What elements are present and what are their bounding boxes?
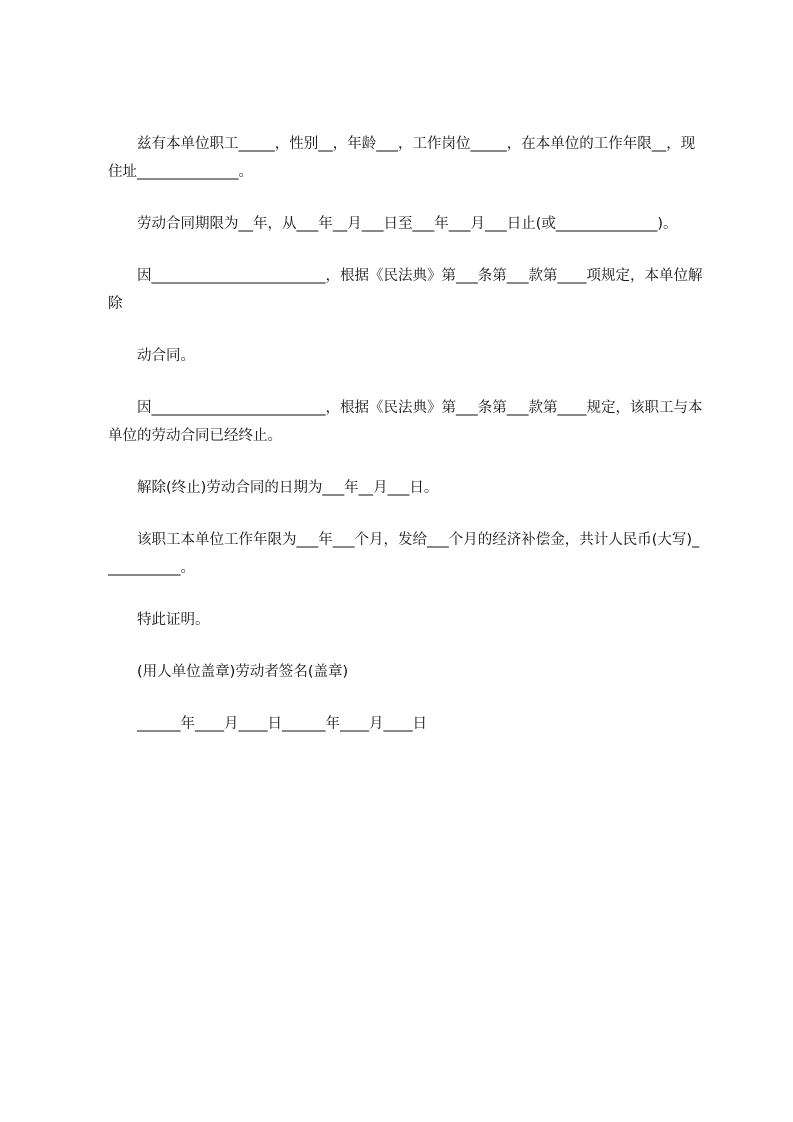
termination-continuation-paragraph: 动合同。	[137, 348, 195, 364]
termination-date-paragraph: 解除(终止)劳动合同的日期为___年__月___日。	[137, 480, 439, 496]
date-line-paragraph: ______年____月____日______年____月____日	[137, 716, 427, 732]
document-body	[108, 130, 704, 738]
signature-paragraph: (用人单位盖章)劳动者签名(盖章)	[137, 664, 349, 680]
employee-info-paragraph: 兹有本单位职工_____，性别__，年龄___，工作岗位_____，在本单位的工作年限__，现住址______________。	[108, 136, 696, 180]
compensation-paragraph: 该职工本单位工作年限为___年___个月，发给___个月的经济补偿金，共计人民币(大写)___________。	[108, 532, 700, 576]
contract-end-reason-paragraph: 因________________________，根据《民法典》第___条第___款第____规定，该职工与本单位的劳动合同已经终止。	[108, 400, 703, 444]
contract-term-paragraph: 劳动合同期限为__年，从___年__月___日至___年___月___日止(或______________)。	[137, 216, 678, 232]
certification-paragraph: 特此证明。	[137, 612, 210, 628]
termination-reason-paragraph: 因________________________，根据《民法典》第___条第___款第____项规定，本单位解除	[108, 268, 703, 312]
